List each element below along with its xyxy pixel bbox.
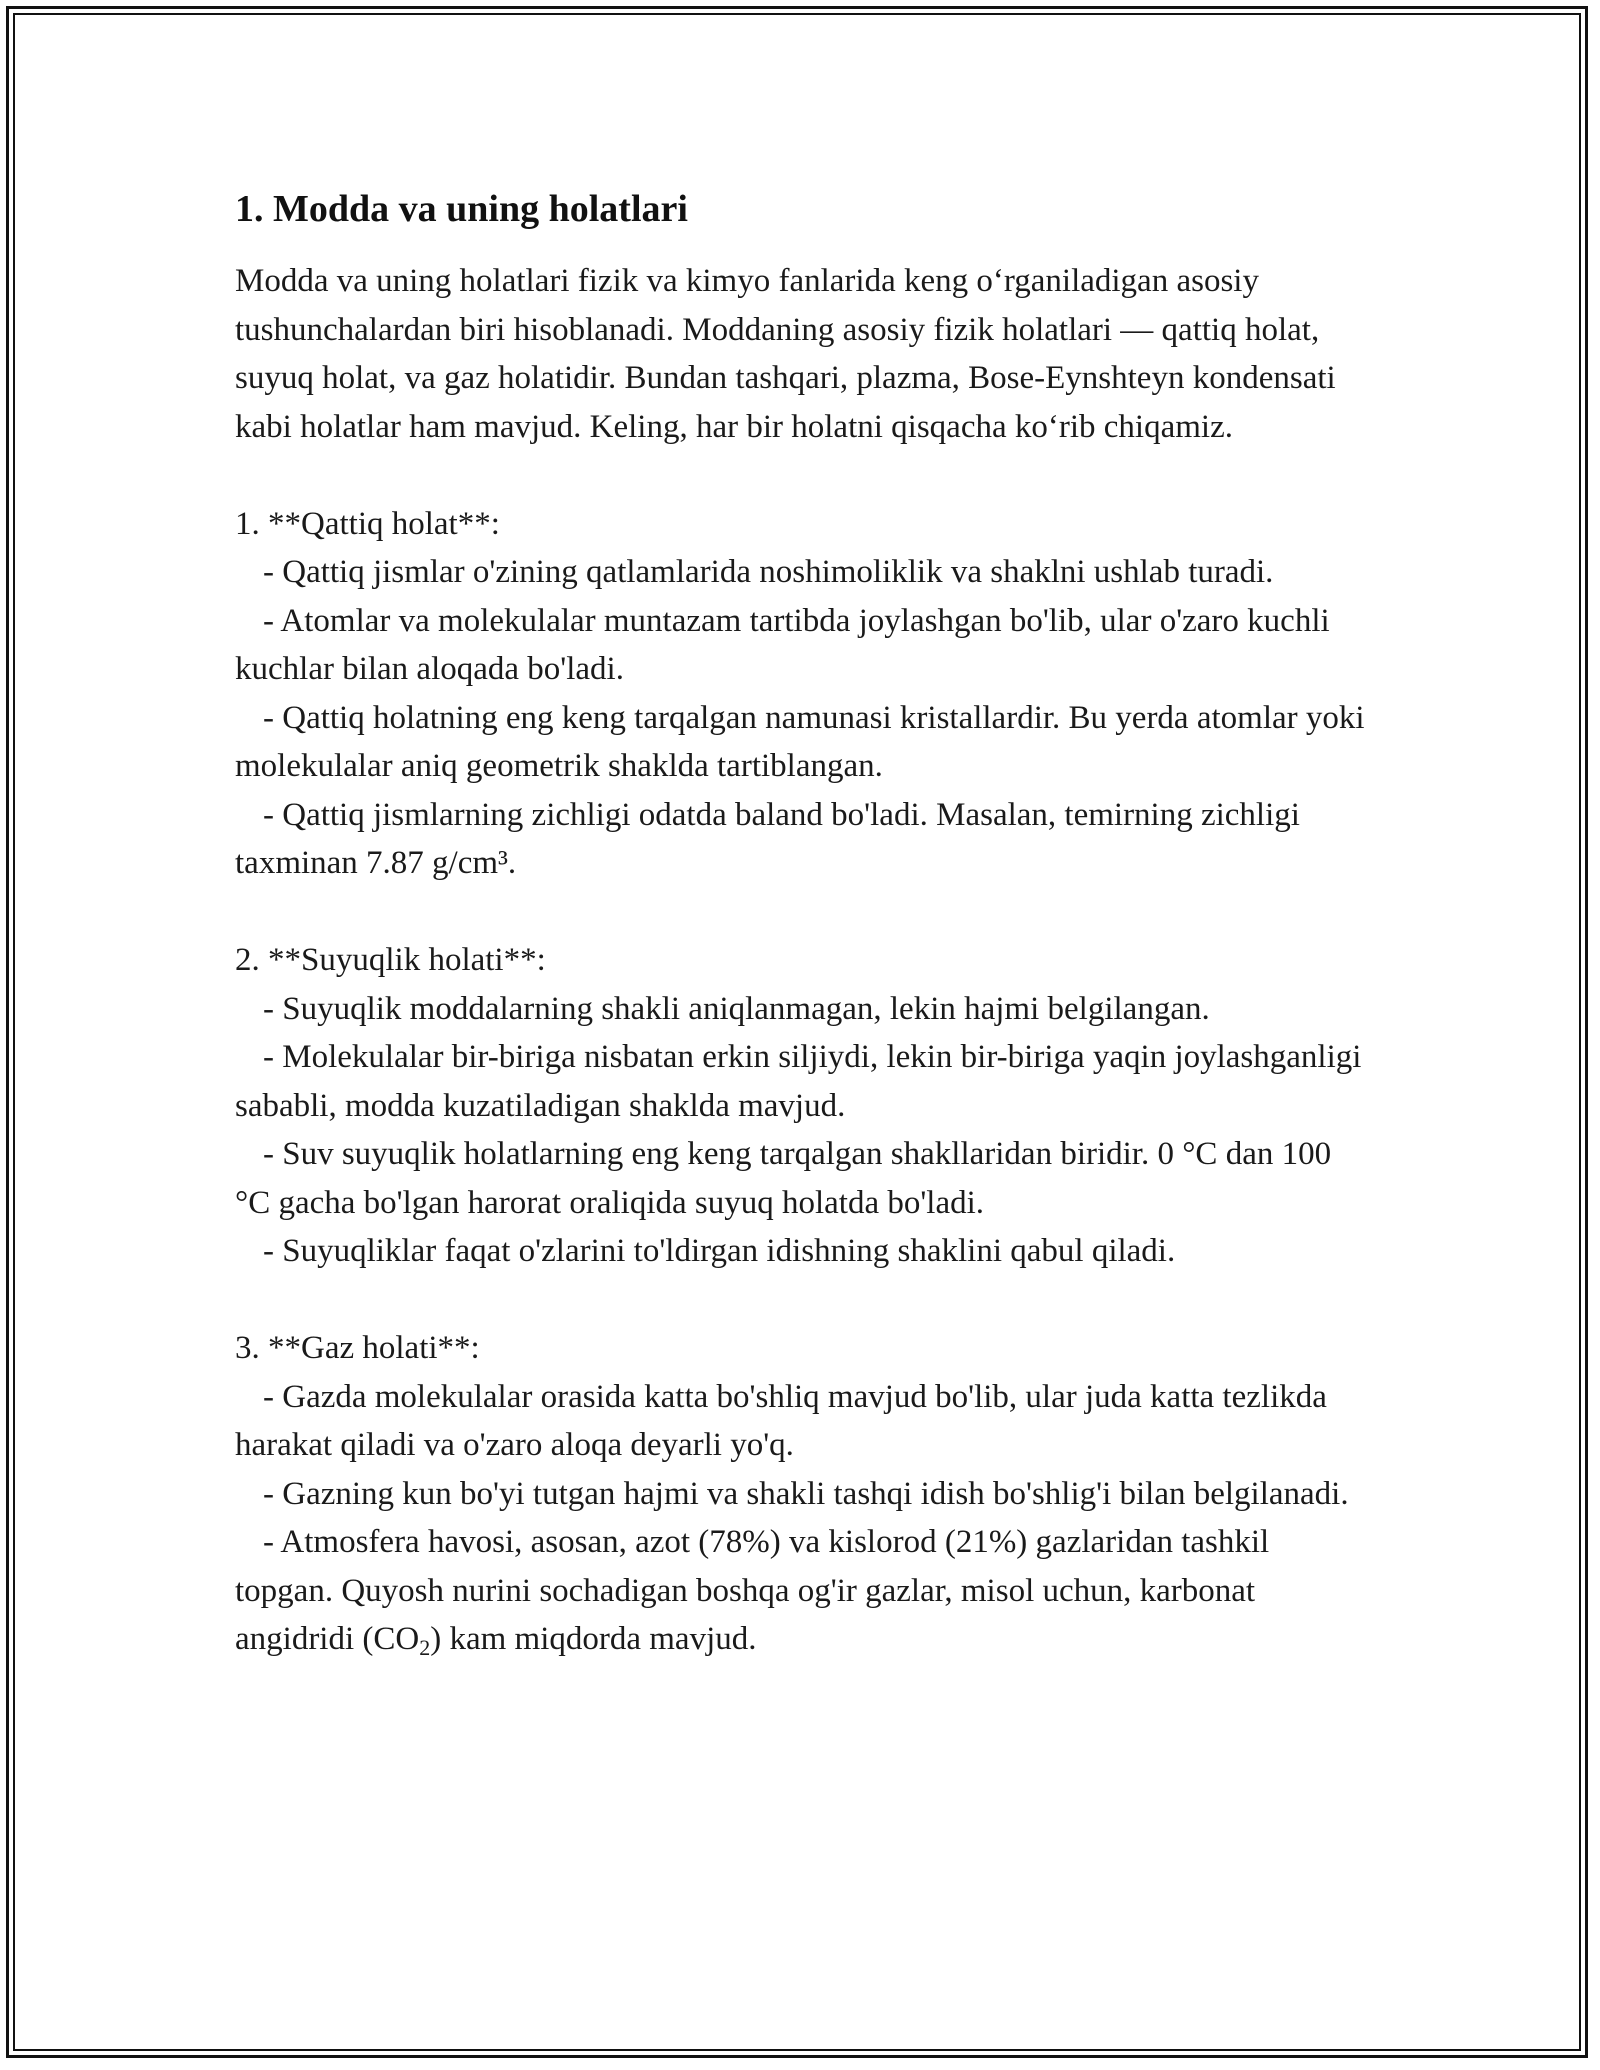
list-item: - Gazning kun bo'yi tutgan hajmi va shakli tashqi idish bo'shlig'i bilan belgilanadi.	[263, 1475, 1349, 1512]
list-item: - Suyuqlik moddalarning shakli aniqlanmagan, lekin hajmi belgilangan.	[263, 990, 1210, 1027]
page-title: 1. Modda va uning holatlari	[235, 188, 688, 230]
subscript-two: 2	[419, 1635, 431, 1660]
list-item: - Qattiq jismlarning zichligi odatda baland bo'ladi. Masalan, temirning zichligi taxminan 7.87 g/cm³.	[235, 796, 1300, 881]
list-item: - Atmosfera havosi, asosan, azot (78%) va kislorod (21%) gazlaridan tashkil topgan. Quyosh nurini sochadigan boshqa og'ir gazlar, misol uchun, karbonat angidridi $(CO_2)$ kam miqdorda mavjud.	[235, 1524, 1270, 1660]
section-liquid	[235, 936, 1365, 1276]
section-solid	[235, 500, 1365, 888]
section-heading: 1. **Qattiq holat**:	[235, 505, 500, 542]
section-heading: 2. **Suyuqlik holati**:	[235, 942, 546, 978]
list-item: - Qattiq holatning eng keng tarqalgan namunasi kristallardir. Bu yerda atomlar yoki molekulalar aniq geometrik shaklda tartiblangan.	[235, 699, 1365, 784]
section-heading: 3. **Gaz holati**:	[235, 1330, 480, 1366]
list-item: - Suv suyuqlik holatlarning eng keng tarqalgan shakllaridan biridir. 0 °C dan 100 °C gacha bo'lgan harorat oraliqida suyuq holatda bo'ladi.	[235, 1136, 1332, 1221]
list-item: - Atomlar va molekulalar muntazam tartibda joylashgan bo'lib, ular o'zaro kuchli kuchlar bilan aloqada bo'ladi.	[235, 602, 1330, 687]
intro-paragraph: Modda va uning holatlari fizik va kimyo fanlarida keng o‘rganiladigan asosiy tushunchalardan biri hisoblanadi. Moddaning asosiy fizik holatlari — qattiq holat, suyuq holat, va gaz holatidir. Bundan tashqari, plazma, Bose-Eynshteyn kondensati kabi holatlar ham mavjud. Keling, har bir holatni qisqacha ko‘rib chiqamiz.	[235, 263, 1336, 445]
list-item: - Suyuqliklar faqat o'zlarini to'ldirgan idishning shaklini qabul qiladi.	[263, 1233, 1176, 1269]
list-item: - Gazda molekulalar orasida katta bo'shliq mavjud bo'lib, ular juda katta tezlikda harakat qiladi va o'zaro aloqa deyarli yo'q.	[235, 1378, 1327, 1463]
list-item: - Molekulalar bir-biriga nisbatan erkin siljiydi, lekin bir-biriga yaqin joylashganligi sababli, modda kuzatiladigan shaklda mavjud.	[235, 1039, 1362, 1124]
section-gas	[235, 1324, 1365, 1664]
list-item: - Qattiq jismlar o'zining qatlamlarida noshimoliklik va shaklni ushlab turadi.	[263, 554, 1274, 590]
document-body	[235, 185, 1365, 1664]
